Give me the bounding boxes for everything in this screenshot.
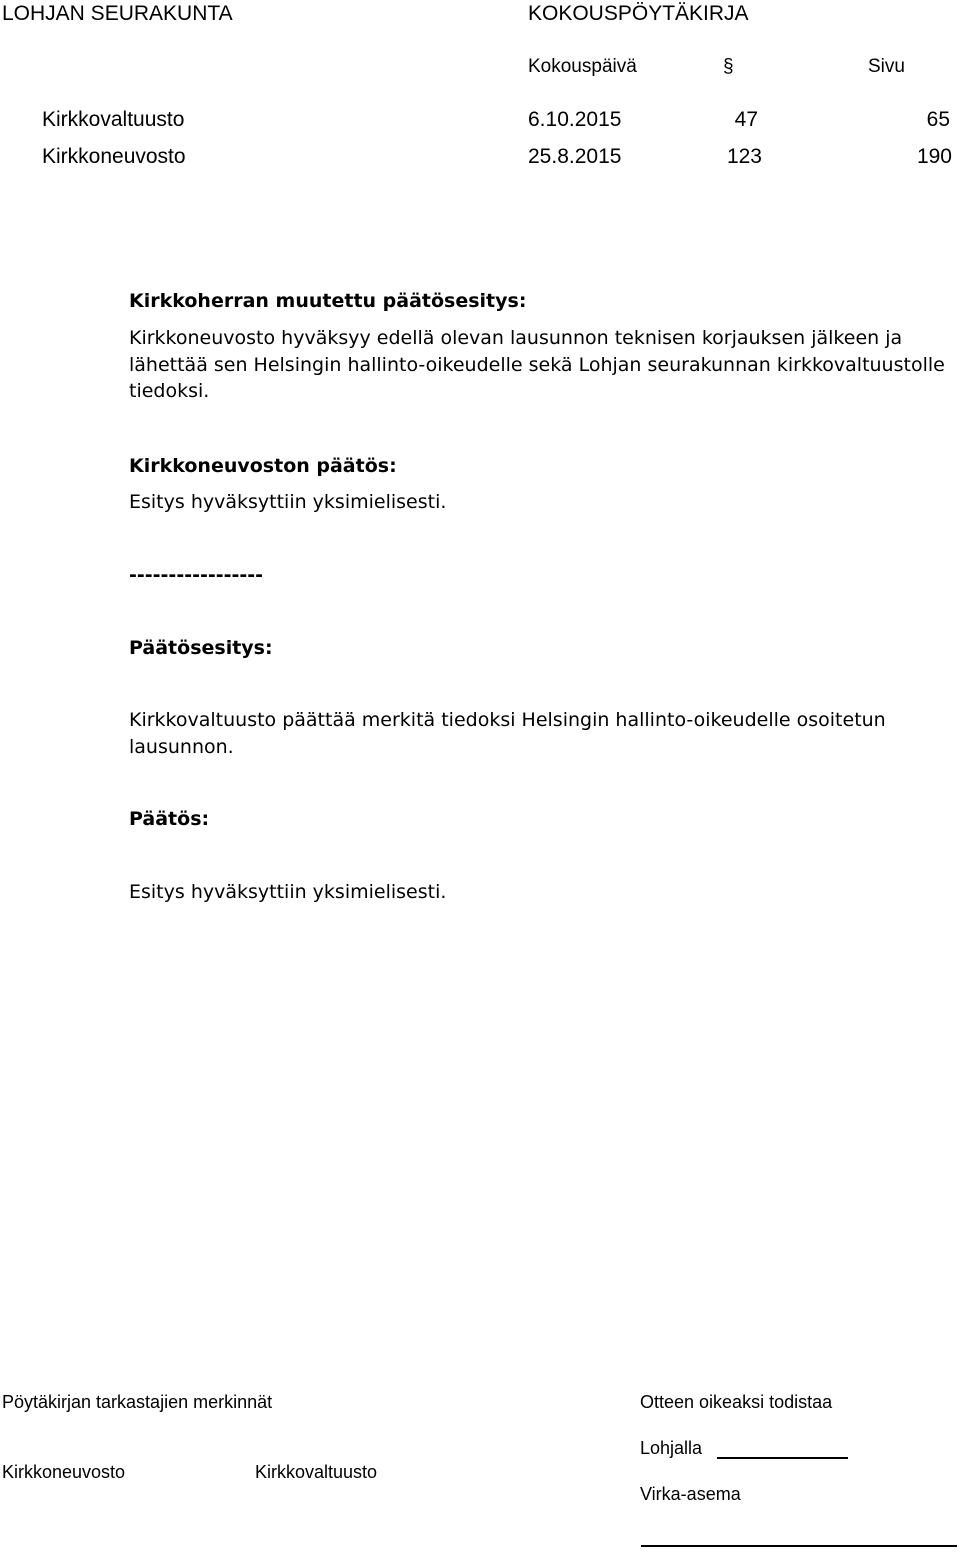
reviewer-council-label: Kirkkovaltuusto [255,1462,378,1482]
meeting-body: Kirkkoneuvosto [42,145,186,168]
reviewers-title: Pöytäkirjan tarkastajien merkinnät [2,1392,273,1412]
meeting-section: 123 [726,145,762,168]
reviewer-board-label: Kirkkoneuvosto [2,1462,126,1482]
meeting-page: 190 [916,145,952,168]
board-decision-text: Esitys hyväksyttiin yksimielisesti. [129,491,447,513]
council-decision-heading: Päätös: [129,808,210,830]
meeting-date: 6.10.2015 [528,108,622,131]
place-label: Lohjalla [640,1438,703,1458]
board-decision-heading: Kirkkoneuvoston päätös: [129,455,397,477]
meeting-page: 65 [926,108,950,131]
column-header-date: Kokouspäivä [528,56,637,77]
meeting-date: 25.8.2015 [528,145,622,168]
position-label: Virka-asema [640,1484,741,1504]
signature-line [641,1545,957,1547]
proposal-heading: Kirkkoherran muutettu päätösesitys: [129,290,527,312]
certify-title: Otteen oikeaksi todistaa [640,1392,833,1412]
column-header-page: Sivu [868,56,905,77]
proposal-text: Kirkkoneuvosto hyväksyy edellä olevan lausunnon teknisen korjauksen jälkeen ja lähettää sen Helsingin hallinto-oikeudelle sekä Lohjan seurakunnan kirkkovaltuustolle tiedoksi. [129,327,945,402]
column-header-section: § [723,56,734,77]
meeting-body: Kirkkovaltuusto [42,108,185,131]
section-separator: ----------------- [129,564,264,586]
meeting-section: 47 [734,108,758,131]
council-proposal-heading: Päätösesitys: [129,637,273,659]
place-signature-line [717,1457,848,1459]
council-decision-text: Esitys hyväksyttiin yksimielisesti. [129,881,447,903]
organization-name: LOHJAN SEURAKUNTA [2,2,233,25]
document-type: KOKOUSPÖYTÄKIRJA [528,2,749,25]
council-proposal-text: Kirkkovaltuusto päättää merkitä tiedoksi Helsingin hallinto-oikeudelle osoitetun lausunnon. [129,709,886,758]
